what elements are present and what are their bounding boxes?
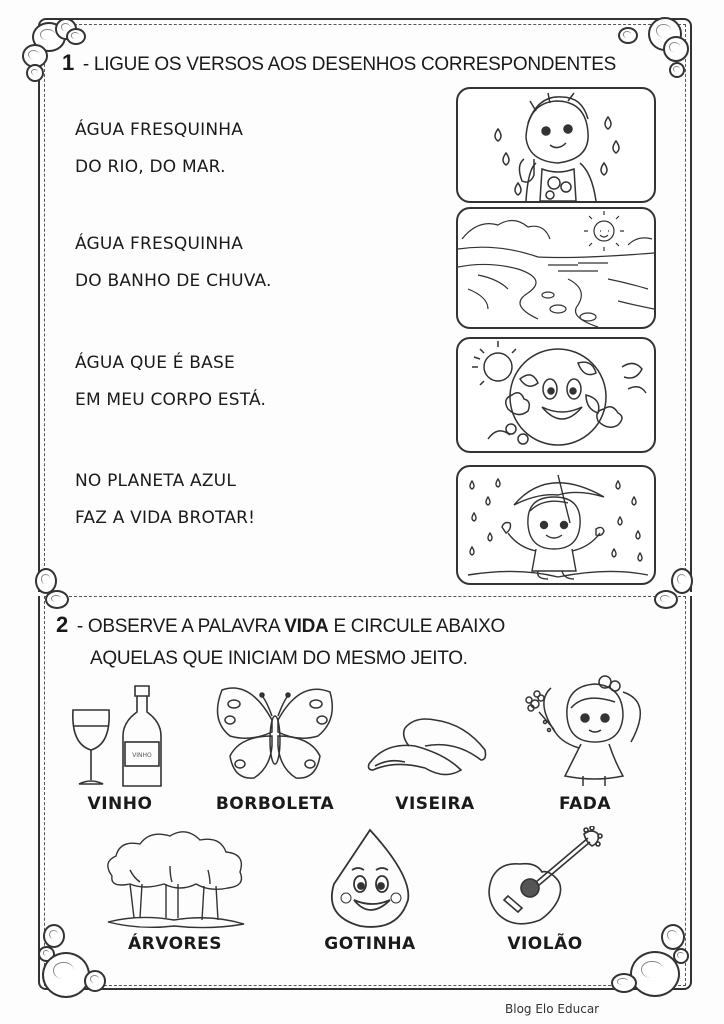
- bubble-decoration-icon: [45, 590, 69, 609]
- verse-line: EM MEU CORPO ESTÁ.: [75, 390, 267, 410]
- bubble-decoration-icon: [26, 64, 44, 82]
- bubble-decoration-icon: [661, 924, 685, 950]
- word-item-borboleta[interactable]: [210, 680, 340, 814]
- river-landscape-icon: [458, 209, 654, 327]
- verse-2: [75, 226, 272, 300]
- word-item-gotinha[interactable]: [310, 826, 430, 954]
- verse-3: [75, 345, 266, 419]
- boy-in-rain-icon: [458, 467, 654, 583]
- bubble-decoration-icon: [654, 590, 678, 609]
- word-label: VINHO: [87, 794, 153, 814]
- section2-title-part1: - OBSERVE A PALAVRA: [76, 616, 280, 637]
- wine-icon: [65, 680, 175, 790]
- verse-line: DO RIO, DO MAR.: [75, 157, 226, 177]
- droplet-icon: [320, 826, 420, 930]
- verse-4: [75, 463, 255, 537]
- word-item-arvores[interactable]: [100, 826, 250, 954]
- bubble-decoration-icon: [611, 973, 637, 993]
- word-label: FADA: [558, 794, 612, 814]
- svg-text:VINHO: VINHO: [132, 752, 152, 759]
- section2-title-keyword: VIDA: [284, 616, 329, 637]
- bubble-decoration-icon: [42, 952, 90, 998]
- word-item-viseira[interactable]: [365, 680, 505, 814]
- verse-line: ÁGUA QUE É BASE: [75, 353, 235, 373]
- word-label: BORBOLETA: [215, 794, 335, 814]
- section1-title-text: - LIGUE OS VERSOS AOS DESENHOS CORRESPONDENTES: [82, 54, 617, 75]
- word-item-fada[interactable]: [515, 672, 655, 814]
- section2-title: [56, 612, 505, 638]
- visor-icon: [365, 680, 505, 790]
- guitar-icon: [480, 826, 610, 930]
- verse-1: [75, 112, 243, 186]
- trees-icon: [100, 826, 250, 930]
- section2-title-line2: AQUELAS QUE INICIAM DO MESMO JEITO.: [90, 648, 468, 669]
- bubble-decoration-icon: [84, 970, 106, 992]
- section2-title-part2: E CIRCULE ABAIXO: [333, 616, 505, 637]
- bubble-decoration-icon: [669, 62, 685, 78]
- picture-smiling-earth[interactable]: [456, 337, 656, 453]
- bubble-decoration-icon: [671, 568, 693, 594]
- verse-line: FAZ A VIDA BROTAR!: [75, 508, 256, 528]
- boy-drinking-icon: [458, 89, 654, 201]
- picture-boy-drinking-water[interactable]: [456, 87, 656, 203]
- bubble-decoration-icon: [66, 28, 86, 45]
- word-label: ÁRVORES: [127, 934, 222, 954]
- picture-river-landscape[interactable]: [456, 207, 656, 329]
- butterfly-icon: [210, 680, 340, 790]
- credit-text: Blog Elo Educar: [505, 1002, 600, 1016]
- word-item-vinho[interactable]: [60, 680, 180, 814]
- bubble-decoration-icon: [618, 27, 638, 44]
- verse-line: ÁGUA FRESQUINHA: [75, 120, 244, 140]
- verse-line: ÁGUA FRESQUINHA: [75, 234, 244, 254]
- picture-boy-in-rain[interactable]: [456, 465, 656, 585]
- verse-line: NO PLANETA AZUL: [75, 471, 236, 491]
- smiling-earth-icon: [458, 339, 654, 451]
- section1-number: 1: [62, 50, 74, 75]
- bubble-decoration-icon: [630, 951, 680, 997]
- section1-title: [62, 50, 616, 76]
- word-label: GOTINHA: [324, 934, 416, 954]
- word-item-violao[interactable]: [480, 826, 610, 954]
- word-label: VIOLÃO: [507, 934, 583, 954]
- verse-line: DO BANHO DE CHUVA.: [75, 271, 272, 291]
- section2-number: 2: [56, 612, 68, 637]
- fairy-icon: [515, 672, 655, 790]
- bubble-decoration-icon: [663, 36, 689, 62]
- bubble-decoration-icon: [43, 924, 65, 948]
- word-label: VISEIRA: [395, 794, 475, 814]
